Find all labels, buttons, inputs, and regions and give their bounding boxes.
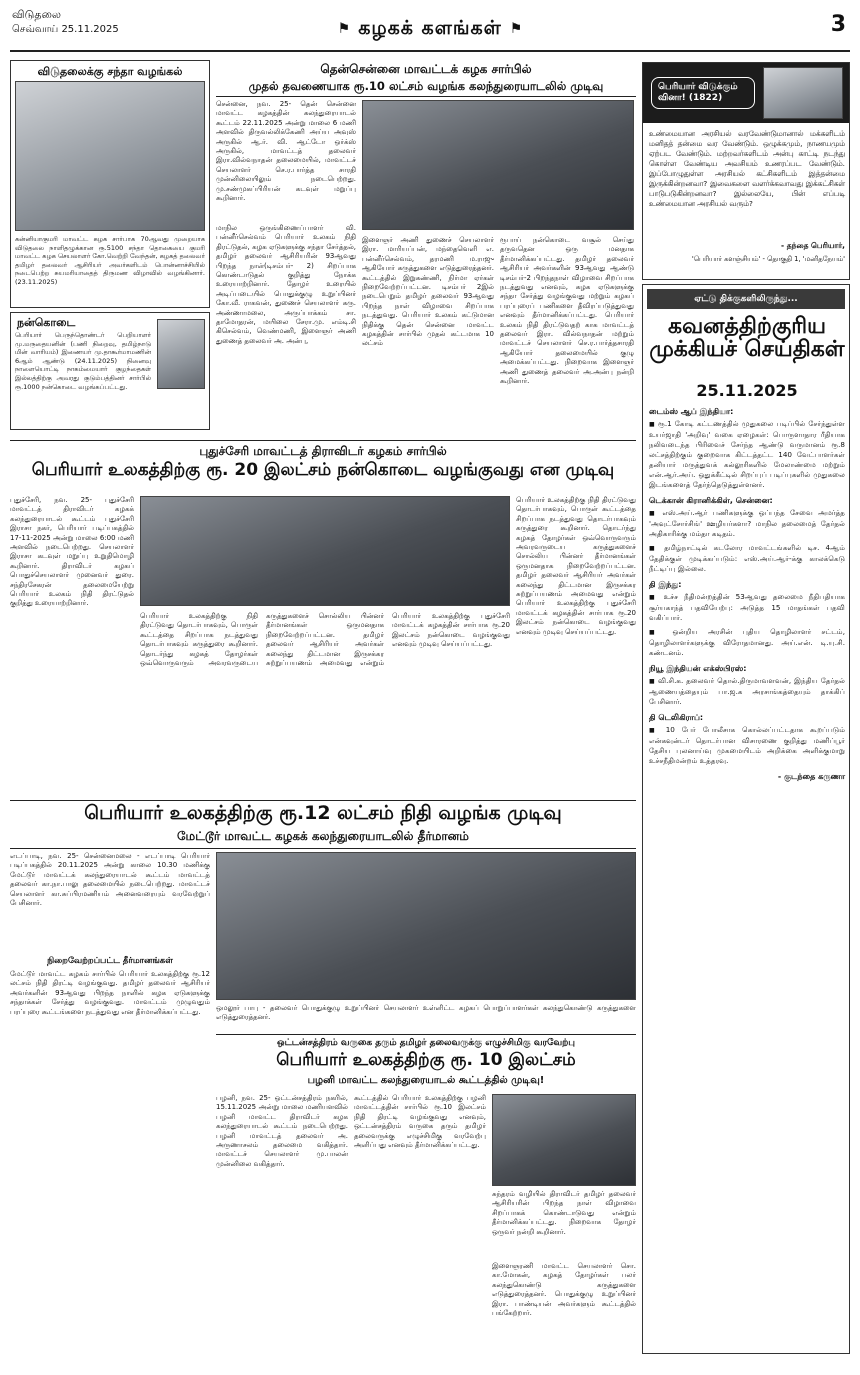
- story4-headline: பெரியார் உலகத்திற்கு ரூ. 10 இலட்சம்: [276, 1050, 576, 1070]
- story1-col2: மாநில ஒருங்கிணைப்பாளர் வி. பன்னீர்செல்வம் பெரியார் உலகம் நிதி திரட்டுதல், கழக ஏடுகளுக்கு சந்தா சேர்த்தல், தமிழர் தலைவர் ஆசிரியரின் 93ஆவது பிறந்த நாள்(டிசம்பர்- 2) சிறப்பாக கொண்டாடுதல் குறித்து நோக்க உரையாற்றினார். தோழர் உரையில் அடிப்படையில் பொதுக்குழு உறுப்பினர் கோ.வீ. ராகவன், துணைச் செயலாளர் கரு. அண்ணாமலை, அருப்பாக்கம் சா. தாமோதரன், மயிலை சேரா.மு. எம்டி.சி கிசெல்வம், வெண்மணி, இளைஞர் அணி துணைத் தலைவர் அ. அன்பு,: [216, 224, 356, 345]
- story1-col1: சென்னை, நவ. 25- தென் சென்னை மாவட்ட கழகத்தின் கலந்துரையாடல் கூட்டம் 22.11.2025 அன்று மாலை 6 மணி அளவில் திருவல்லிக்கேணி அய்ய அவுஸ் அருகில் ஆ.ர். வி. ஆட்டோ ஒர்க்ஸ் அருகில், மாவட்டத் தலைவர் இரா.வில்வநாதன் தலைமையில், மாவட்டச் செயலாளர் செ.ர.பார்த்த சாரதி முன்னிலையிலும் நடைபெற்றது. மு.சண்முகப்பிரியன் கடவுள் மறுப்பு கூறினார்.: [216, 100, 356, 203]
- news-title: கவனத்திற்குரிய முக்கியச் செய்திகள்: [649, 314, 845, 363]
- sandha-caption: கன்னியாகுமரி மாவட்ட கழக சார்பாக 70ஆவது முறையாக விடுதலை நாளிதழுக்கான ரூ.5100 சந்தா தொகையை குமரி மாவட்ட கழக செயலாளர் கோ.வெற்றி வேந்தன், கழகத் தலைவர் தமிழர் தலைவர் ஆசிரியர் அவர்களிடம் பொன்னாச்சியில் நடைபெற்ற சுயமரியாதைத் திருமண விழாவில் வழங்கினார். (23.11.2025): [15, 235, 205, 286]
- story2-headline: பெரியார் உலகத்திற்கு ரூ. 20 இலட்சம் நன்கொடை வழங்குவது என முடிவு: [31, 460, 615, 480]
- story2-col-b: பெரியார் உலகத்திற்கு நிதி திரட்டுவது தொடர்பாகவும், பொருள் கூட்டத்தை சிறப்பாக நடத்துவது தொடர்பாகவும் கருத்துரை கூறினார். தொடர்ந்து கழகத் தோழர்கள் ஒவ்வொருவரும் அவரவருடைய கருத்துகளைச் சொல்லிய பின்னர் தீர்மானங்கள் ஒருமனதாக நிறைவேற்றப்பட்டன. தமிழர் தலைவர் ஆசிரியர் அவர்கள் கலைந்து திட்டமான இருசக்கர சுற்றுப்பயணம் அமைவது என்றும் பெரியார் உலகத்திற்கு புதுச்சேரி மாவட்டக் கழகத்தின் சார்பாக ரூ.20 இலட்சம் நன்கொடை வழங்குவது எனவும் முடிவு செய்யப்பட்டது.: [140, 612, 510, 668]
- story2-col-c: [516, 496, 636, 796]
- story1-rule: [216, 96, 636, 97]
- news-source: தி இந்து:: [649, 580, 682, 589]
- news-compiler: - குடந்தை கருணா: [777, 772, 845, 781]
- news-source: நியூ இந்தியன் எக்ஸ்பிரஸ்:: [649, 664, 747, 673]
- news-box: [642, 284, 850, 1354]
- news-strip: [647, 289, 845, 309]
- periyar-portrait: [763, 67, 843, 119]
- story4-col-a: பழனி, நவ. 25- ஒட்டன்சத்திரம் நகரில், 15.11.2025 அன்று மாலை மணியளவில் பழனி மாவட்ட திராவிடர் கழக கலந்துரையாடல் கூட்டம் நடைபெற்றது. பழனி மாவட்டத் தலைவர் அ. அருணாசலம் தலைமை வகித்தார். மாவட்டச் செயலாளர் மு.பாலன் முன்னிலை வகித்தார்.: [216, 1094, 348, 1168]
- donation-portrait: [157, 319, 205, 389]
- story3-photo-caption: ஒமலூர் பாபு - தலைவர் பொதுக்குழு உறுப்பினர் செயலாளர் உள்ளிட்ட கழகப் பொறுப்பாளர்கள் கலந்துகொண்டு கருத்துகளை எடுத்துரைத்தனர்.: [216, 1004, 636, 1022]
- story3-resolutions-title: நிறைவேற்றப்பட்ட தீர்மானங்கள்: [47, 956, 173, 966]
- story2-col-a: புதுச்சேரி, நவ. 25- புதுச்சேரி மாவட்டத் திராவிடர் கழகக் கலந்துரையாடல் கூட்டம் புதுச்சேரி இராசா நகர், பெரியார் படிப்பகத்தில் 17-11-2025 அன்று மாலை 6:00 மணி அளவில் நடைபெற்றது. செயலாளர் இராசா கடவுள் மறுப்பு உறுதிமொழி கூறினார். திராவிடர் கழகப் பொதுச்செயலாளர் முனைவர் துரை. சந்திரசேகரன் தலைமையேற்று பெரியார் உலகம் நிதி திரட்டுதல் குறித்து உரையாற்றினார்.: [10, 496, 134, 608]
- news-date: 25.11.2025: [696, 381, 798, 400]
- story3-body: எடப்பாடி, நவ. 25- சென்னைமலை - எடப்பாடி பெரியார் படிப்பகத்தில் 20.11.2025 அன்று காலை 10.30 மணிக்கு மேட்டூர் மாவட்டக் கலந்துரையாடல் கூட்டம் மாவட்டத் தலைவர் கா.நா.பாலு தலைமையில் நடைபெற்றது. மாவட்டச் செயலாளர் கா.சுப்பிரமணியம் அனைவரையும் வரவேற்றுப் பேசினார்.: [10, 852, 210, 908]
- story1-photo: [362, 100, 634, 230]
- news-item: ■ ரூ.1 கோடி கட்டணத்தில் முதுகலை படிப்பில் சேர்ந்துள்ள உயர்ஜாதி 'அறிவு' வகை ஏழைகள்: பொருளாதார ரீதியாக நலிவடைந்த பிரிவைச் சேர்ந்த ஆண்டு வருமானம் ரூ.8 லட்சத்திற்கும் குறைவாக கிட்டத்தட்ட 140 வேட்பாளர்கள் தனியார் மருத்துவக் கல்லூரிகளில் மேலாண்மை மற்றும் என்.ஆர்.அய். ஒதுக்கீட்டில் சிறப்புப் படிப்புகளில் முதுகலை இடங்களைத் தேர்ந்தெடுத்துள்ளனர்.: [649, 419, 845, 490]
- news-item: ■ உச்ச நீதிமன்றத்தின் 53ஆவது தலைமை நீதிபதியாக சூர்யகாந்த் பதவியேற்பு: அடுத்த 15 மாதங்கள் பதவி வகிப்பார்.: [649, 592, 845, 623]
- news-item: ■ வி.சி.க. தலைவர் தொல்.திருமாவளவன், இந்திய தேர்தல் ஆணையத்தையும் பா.ஜ.க அரசாங்கத்தையும் தாக்கிப் பேசினார்.: [649, 676, 845, 707]
- story3-rule-sub: [10, 848, 636, 849]
- quote-text: உண்மையான அரசியல் வரவேண்டுமானால் மக்களிடம் மனிதத் தன்மை வர வேண்டும். ஒழுக்கமும், நாணயமும் ஏற்பட வேண்டும். மற்றவர்களிடம் அன்பு காட்டி நடந்து கொள்ள வேண்டிய அவசியம் உணரப்பட வேண்டும். இப்போழுதுள்ள அரசியல் கட்சிகளிடம் இத்தன்மை இருக்கின்றனவா? இவைகளை வளர்க்கவாவது இக்கட்சிகள் பாடுபடுகின்றனவா? இல்லையே, பின் எப்படி உண்மையான அரசியல் வரும்?: [649, 129, 845, 208]
- story1-col3: இளைஞர் அணி துணைச் செயலாளர் இரா. மாரியப்பன், மந்தைவெளி எ. பன்னீர்செல்வம், தரமணி ம.ராஜு ஆகியோர் கருத்துகளை எடுத்துரைத்தனர். கூட்டத்தில் இறுகண்ணி, நிர்மா ஏர்கள் நிறைவேற்றப்பட்டன. டிசம்பர் 2இல் நடைபெறும் தமிழர் தலைவர் 93ஆவது பிறந்த நாள் விழாவை சிறப்பாக நடத்துவது. பெரியார் உலகம் கட்டுமான நிதிக்கு தென் சென்னை மாவட்ட கழகத்தின் சார்பில் முதல் கட்டமாக 10 லட்சம்: [362, 236, 494, 348]
- sandha-title: விடுதலைக்கு சந்தா வழங்கல்: [37, 65, 183, 78]
- story4-rule-top: [216, 1034, 636, 1035]
- story2-rule-top: [10, 440, 636, 441]
- page-number: 3: [830, 12, 846, 37]
- quote-source: 'பெரியார் களஞ்சியம்' - தொகுதி 1, 'மனிதநேயம்': [691, 255, 845, 263]
- flag-right-icon: ⚑: [509, 21, 523, 37]
- donation-title: நன்கொடை: [17, 316, 76, 329]
- story2-col-c-text: பெரியார் உலகத்திற்கு நிதி திரட்டுவது தொடர்பாகவும், பொருள் கூட்டத்தை சிறப்பாக நடத்துவது தொடர்பாகவும் கருத்துரை கூறினார். தொடர்ந்து கழகத் தோழர்கள் ஒவ்வொருவரும் அவரவருடைய கருத்துகளைச் சொல்லிய பின்னர் தீர்மானங்கள் ஒருமனதாக நிறைவேற்றப்பட்டன. தமிழர் தலைவர் ஆசிரியர் அவர்கள் கலைந்து திட்டமான இருசக்கர சுற்றுப்பயணம் அமைவது என்றும் பெரியார் உலகத்திற்கு புதுச்சேரி மாவட்டக் கழகத்தின் சார்பாக ரூ.20 இலட்சம் நன்கொடை வழங்குவது எனவும் முடிவு செய்யப்பட்டது.: [516, 496, 636, 636]
- story4-col-d: இளைஞரணி மாவட்ட செயலாளர் சொ. கா.மோகன், கழகத் தோழர்கள் பலர் கலந்துகொண்டு கருத்துகளை எடுத்துரைத்தனர். பொதுக்குழு உறுப்பினர் இரா. பாண்டியன் அவர்களும் கூட்டத்தில் பங்கேற்றார்.: [492, 1262, 636, 1318]
- story1-col4: ரூபாய் நன்கொடை வசூல் செய்து தருவதென ஒரு மனதாக தீர்மானிக்கப்பட்டது. தமிழர் தலைவர் ஆசிரியர் அவர்களின் 93ஆவது ஆண்டு டிசம்பர்-2 பிறந்தநாள் விழாவை சிறப்பாக நடத்துவது எனவும், கழக ஏடுகளுக்கு சந்தா சேர்த்து வழங்குவது மற்றும் கழகப் பரப்புரைப் பணிகளை தீவிரப்படுத்துவது எனவும் தீர்மானிக்கப்பட்டது. பெரியார் உலகம் நிதி திரட்டுவதற் காக மாவட்டத் தலைவர் இரா. வில்வநாதன் மற்றும் மாவட்டச் செயலாளர் செ.ர.பார்த்தசாரதி ஆகியோர் தலைமையில் குழு அமைக்கப்பட்டது. நிறைவாக இளைஞர் அணி துணைத் தலைவர் அ.அன்பு நன்றி கூறினார்.: [500, 236, 634, 386]
- flag-left-icon: ⚑: [337, 21, 351, 37]
- donation-text: பெரியார் பெருந்தொண்டர் பெறியாளர் மு.மருதையனின் (பணி நிறைவு, தமிழ்நாடு மின் வாரியம்) இணையர் மு.தாகூர்மாமணின் 6ஆம் ஆண்டு (24.11.2025) நினைவு நாளையொட்டி நாகம்மையார் குழந்தைகள் இல்லத்திற்கு அவரது குடும்பத்தினர் சார்பில் ரூ.1000 நன்கொடை வழங்கப்பட்டது.: [15, 331, 151, 391]
- story4-col-b: கூட்டத்தில் பெரியார் உலகத்திற்கு பழனி மாவட்டத்தின் சார்பில் ரூ.10 இலட்சம் நிதி திரட்டி வழங்குவது எனவும், ஒட்டன்சத்திரம் வருகை தரும் தமிழர் தலைவருக்கு எழுச்சிமிகு வரவேற்பு அளிப்பது எனவும் தீர்மானிக்கப்பட்டது.: [354, 1094, 486, 1150]
- issue-date: செவ்வாய் 25.11.2025: [12, 24, 119, 35]
- header-rule: [10, 50, 850, 52]
- paper-name: விடுதலை: [12, 8, 62, 21]
- story3-headline: பெரியார் உலகத்திற்கு ரூ.12 லட்சம் நிதி வழங்க முடிவு: [84, 802, 562, 824]
- quote-attribution: - தந்தை பெரியார்,: [781, 241, 845, 250]
- story3-resolutions: மேட்டூர் மாவட்ட கழகம் சார்பில் பெரியார் உலகத்திற்கு ரூ.12 லட்சம் நிதி திரட்டி வழங்குவது. தமிழர் தலைவர் ஆசிரியர் அவர்களின் 93ஆவது பிறந்த நாளில் கழக ஏடுகளுக்கு சந்தாக்கள் சேர்த்து வழங்குவது. மாவட்டம் முழுவதும் பரப்புரை கூட்டங்களை நடத்துவது என தீர்மானிக்கப்பட்டது.: [10, 970, 210, 1016]
- story4-col-c: சுந்தரம் வழியில் திராவிடர் தமிழர் தலைவர் ஆசிரியரின் பிறந்த நாள் விழாவை சிறப்பாகக் கொண்டாடுவது என்றும் தீர்மானிக்கப்பட்டது. நிறைவாக தோழர் ஒருவர் நன்றி கூறினார்.: [492, 1190, 636, 1236]
- sandha-photo: [15, 81, 205, 231]
- story2-kicker: புதுச்சேரி மாவட்டத் திராவிடர் கழகம் சார்பில்: [199, 444, 447, 458]
- story4-photo: [492, 1094, 636, 1186]
- story4-kicker: ஒட்டன்சத்திரம் வருகை தரும் தமிழர் தலைவருக்கு எழுச்சிமிகு வரவேற்பு: [277, 1038, 575, 1048]
- section-title: கழகக் களங்கள்: [358, 16, 502, 39]
- story3-rule-top: [10, 800, 636, 801]
- news-item: ■ எஸ்.அய்.ஆர் பணிகளுக்கு ஒப்பந்த சேவை அமர்த்த 'அவுட்சோர்சிங்' ஊழியர்களா? மாநில தலைமைத் தேர்தல் அதிகாரிக்கு மம்தா கடிதம்.: [649, 508, 845, 539]
- story2-photo: [140, 496, 510, 606]
- story3-subhead: மேட்டூர் மாவட்ட கழகக் கலந்துரையாடலில் தீர்மானம்: [177, 829, 469, 843]
- news-source: தி டெலிகிராப்:: [649, 713, 704, 722]
- news-source: டைம்ஸ் ஆப் இந்தியா:: [649, 407, 734, 416]
- news-strip-text: ஏட்டு திக்குகளிலிருந்து...: [694, 293, 798, 304]
- news-group: [649, 580, 845, 658]
- story4-subhead: பழனி மாவட்ட கலந்துரையாடல் கூட்டத்தில் முடிவு!: [307, 1075, 545, 1086]
- sandha-box: [10, 60, 210, 308]
- story1-kicker: தென்சென்னை மாவட்டக் கழக சார்பில்: [320, 62, 532, 76]
- story1-headline: முதல் தவணையாக ரூ.10 லட்சம் வழங்க கலந்துரையாடலில் முடிவு: [248, 79, 604, 93]
- news-group: [649, 407, 845, 490]
- news-item: ■ 10 பேர் போலீசாக கொல்லப்பட்டதாக கூறப்படும் என்கவுன்டர் தொடர்பான விசாரணை குறித்து மணிப்பூர் தேசிய புலனாய்வு முகமையிடம் அறிக்கை அளிக்குமாறு உச்சநீதிமன்றம் உத்தரவு.: [649, 725, 845, 766]
- story3-photo: [216, 852, 636, 1000]
- quote-label-text: பெரியார் விடுக்கும் வினா! (1822): [651, 77, 755, 109]
- news-source: டெக்கான் கிரானிக்கிள், சென்னை:: [649, 496, 773, 505]
- donation-box: [10, 312, 210, 430]
- section-masthead: [300, 10, 560, 48]
- quote-box: [642, 62, 850, 280]
- news-item: ■ ஒன்றிய அரசின் புதிய தொழிலாளர் சட்டம், தொழிலாளர்களுக்கு விரோதமானது. அய்.என். டி.யு.சி. கண்டனம்.: [649, 627, 845, 658]
- news-list: [649, 407, 845, 782]
- news-group: [649, 664, 845, 707]
- quote-label: [643, 63, 849, 123]
- news-item: ■ தமிழ்நாட்டில் கடலோர மாவட்டங்களில் டிச. 4ஆம் தேதிக்குள் முடிக்கப்படும்: எஸ்.அய்.ஆர்-க்கு காலக்கெடு நீட்டிப்பு இல்லை.: [649, 543, 845, 574]
- news-group: [649, 496, 845, 574]
- news-group: [649, 713, 845, 766]
